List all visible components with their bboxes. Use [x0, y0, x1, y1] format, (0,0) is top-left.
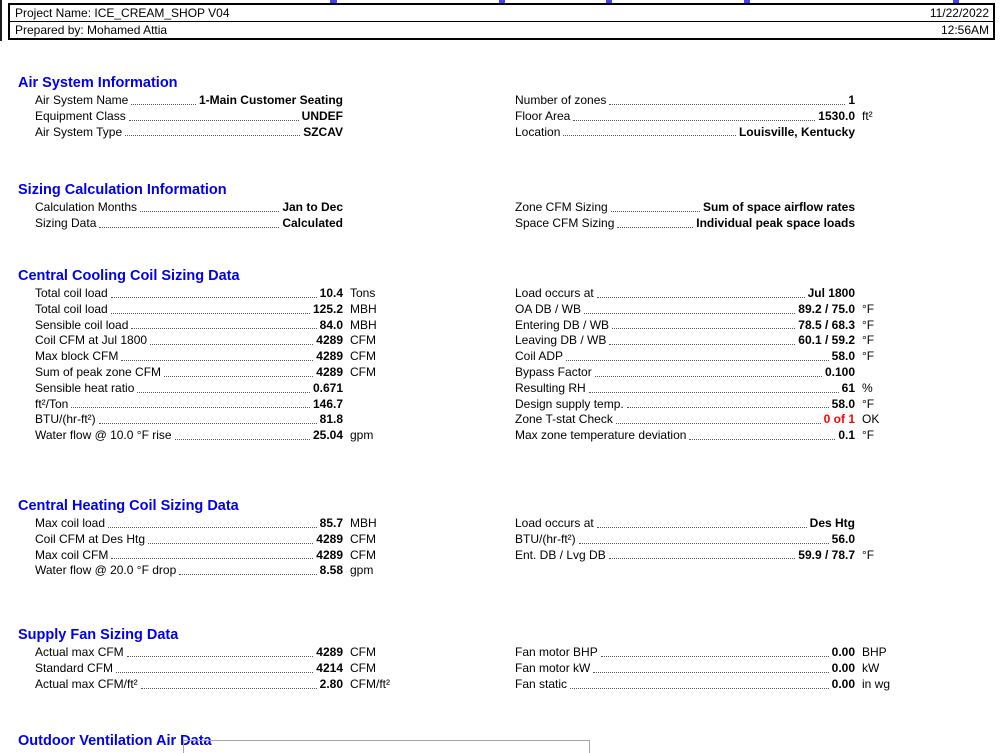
dotted-leader — [609, 104, 845, 105]
row-label: Equipment Class — [35, 108, 126, 123]
row-unit — [855, 200, 900, 216]
outdoor-ventilation-table-outline — [183, 740, 590, 753]
row-value: 0.00 — [831, 676, 855, 691]
section-column-left — [35, 645, 395, 692]
row-value: 8.58 — [319, 563, 343, 578]
dotted-leader — [627, 407, 829, 408]
row-unit: CFM — [350, 349, 376, 364]
row-value: 4214 — [316, 660, 343, 675]
dotted-leader — [71, 407, 310, 408]
row-label: Floor Area — [515, 108, 571, 123]
data-row — [35, 645, 395, 661]
row-value: 61 — [841, 380, 855, 395]
row-value: 0 of 1 — [823, 412, 855, 427]
prepared-by-value: Mohamed Attia — [87, 23, 168, 37]
row-unit: gpm — [350, 428, 374, 443]
dotted-leader — [579, 543, 829, 544]
project-name-label: Project Name: — [15, 6, 95, 20]
data-row — [515, 333, 900, 349]
row-label: Zone CFM Sizing — [515, 200, 608, 215]
row-label: Total coil load — [35, 285, 108, 300]
dotted-leader — [179, 574, 316, 575]
row-label: Standard CFM — [35, 660, 114, 675]
row-value: 56.0 — [831, 531, 855, 546]
dotted-leader — [127, 656, 314, 657]
row-unit — [855, 93, 900, 109]
row-value: 0.00 — [831, 645, 855, 660]
data-row — [35, 200, 395, 216]
data-row — [35, 93, 395, 109]
section-column-left — [35, 516, 395, 579]
dotted-leader — [611, 211, 700, 212]
data-row — [515, 516, 900, 532]
data-row — [35, 532, 395, 548]
dotted-leader — [131, 328, 316, 329]
data-row — [35, 365, 395, 381]
row-value: 1 — [848, 93, 855, 107]
row-unit: CFM — [350, 333, 376, 348]
row-unit: OK — [862, 412, 880, 427]
dotted-leader — [131, 104, 196, 105]
data-row — [515, 286, 900, 302]
row-value: 125.2 — [312, 301, 343, 316]
row-unit: in wg — [862, 676, 891, 691]
row-value: SZCAV — [303, 124, 343, 139]
row-label: Max coil CFM — [35, 547, 109, 562]
section-title-central-cooling-coil-sizing-data: Central Cooling Coil Sizing Data — [18, 267, 240, 284]
row-unit — [343, 109, 395, 125]
row-value: 2.80 — [319, 676, 343, 691]
dotted-leader — [99, 423, 317, 424]
row-label: Sum of peak zone CFM — [35, 364, 162, 379]
section-column-right — [515, 645, 900, 692]
row-value: 146.7 — [312, 396, 343, 411]
row-unit: °F — [862, 349, 875, 364]
row-label: Fan static — [515, 676, 568, 691]
row-label: Actual max CFM — [35, 645, 124, 660]
dotted-leader — [164, 376, 313, 377]
prepared-by-label: Prepared by: — [15, 23, 88, 37]
row-value: 81.8 — [319, 412, 343, 427]
data-row — [35, 302, 395, 318]
data-row — [35, 318, 395, 334]
row-value: 85.7 — [319, 515, 343, 530]
row-unit — [343, 216, 395, 232]
row-label: Total coil load — [35, 301, 108, 316]
row-label: Fan motor kW — [515, 660, 591, 675]
dotted-leader — [129, 120, 299, 121]
row-value: 4289 — [316, 531, 343, 546]
row-value: 58.0 — [831, 349, 855, 364]
row-value: Louisville, Kentucky — [738, 124, 855, 139]
row-label: Calculation Months — [35, 200, 138, 215]
row-unit — [855, 532, 900, 548]
section-supply-fan-sizing-data — [18, 627, 982, 692]
row-value: Jul 1800 — [807, 285, 855, 300]
data-row — [515, 216, 900, 232]
row-unit: °F — [862, 333, 875, 348]
row-unit: CFM/ft² — [350, 676, 390, 691]
section-sizing-calculation-information — [18, 182, 982, 232]
dotted-leader — [589, 392, 839, 393]
row-label: Water flow @ 20.0 °F drop — [35, 563, 177, 578]
row-label: Space CFM Sizing — [515, 216, 615, 231]
dotted-leader — [111, 558, 313, 559]
data-row — [515, 645, 900, 661]
row-unit: CFM — [350, 531, 376, 546]
row-unit: gpm — [350, 563, 374, 578]
row-label: Bypass Factor — [515, 364, 592, 379]
dotted-leader — [612, 328, 795, 329]
data-row — [515, 677, 900, 693]
dotted-leader — [601, 656, 829, 657]
row-unit — [343, 397, 395, 413]
section-column-left — [35, 93, 395, 140]
row-label: Coil CFM at Des Htg — [35, 531, 146, 546]
section-column-right — [515, 286, 900, 444]
data-row — [515, 548, 900, 564]
dotted-leader — [137, 392, 310, 393]
section-central-heating-coil-sizing-data — [18, 498, 982, 579]
row-value: 89.2 / 75.0 — [798, 301, 855, 316]
row-value: 0.1 — [838, 428, 855, 443]
row-label: Entering DB / WB — [515, 317, 610, 332]
row-unit — [855, 216, 900, 232]
row-unit: CFM — [350, 364, 376, 379]
section-title-central-heating-coil-sizing-data: Central Heating Coil Sizing Data — [18, 497, 239, 514]
data-row — [515, 428, 900, 444]
data-row — [35, 563, 395, 579]
data-row — [35, 428, 395, 444]
section-column-right — [515, 516, 900, 563]
row-value: 58.0 — [831, 396, 855, 411]
row-label: OA DB / WB — [515, 301, 582, 316]
row-value: 0.671 — [312, 380, 343, 395]
row-unit — [855, 365, 900, 381]
section-title-supply-fan-sizing-data: Supply Fan Sizing Data — [18, 627, 179, 644]
data-row — [515, 109, 900, 125]
row-unit: Tons — [350, 285, 376, 300]
row-unit — [343, 412, 395, 428]
row-label: Zone T-stat Check — [515, 412, 613, 427]
dotted-leader — [609, 558, 796, 559]
row-value: Sum of space airflow rates — [702, 200, 855, 215]
row-label: Air System Name — [35, 93, 129, 107]
row-unit — [855, 125, 900, 141]
dotted-leader — [597, 297, 805, 298]
data-row — [35, 216, 395, 232]
page-edge-line — [0, 0, 2, 41]
section-title-sizing-calculation-information: Sizing Calculation Information — [18, 182, 227, 199]
row-label: Max zone temperature deviation — [515, 428, 687, 443]
data-row — [515, 412, 900, 428]
row-unit: CFM — [350, 645, 376, 660]
data-row — [35, 677, 395, 693]
row-label: Sizing Data — [35, 216, 97, 231]
row-label: Load occurs at — [515, 285, 594, 300]
dotted-leader — [584, 313, 795, 314]
section-column-left — [35, 200, 395, 232]
data-row — [515, 532, 900, 548]
section-title-air-system-information: Air System Information — [18, 75, 178, 91]
dotted-leader — [595, 376, 822, 377]
row-label: Sensible heat ratio — [35, 380, 135, 395]
dotted-leader — [141, 688, 317, 689]
project-name-value: ICE_CREAM_SHOP V04 — [94, 6, 230, 20]
row-unit: CFM — [350, 660, 376, 675]
report-time: 12:56AM — [940, 23, 989, 37]
dotted-leader — [573, 120, 815, 121]
section-column-right — [515, 200, 900, 232]
row-unit: % — [862, 380, 873, 395]
row-value: 4289 — [316, 349, 343, 364]
dotted-leader — [570, 688, 829, 689]
dotted-leader — [111, 313, 310, 314]
data-row — [35, 286, 395, 302]
dotted-leader — [125, 135, 300, 136]
row-unit — [855, 516, 900, 532]
data-row — [515, 125, 900, 141]
row-unit: ft² — [862, 108, 873, 123]
section-title-outdoor-ventilation-air-data: Outdoor Ventilation Air Data — [18, 733, 212, 749]
row-unit — [855, 286, 900, 302]
row-unit — [343, 200, 395, 216]
data-row — [515, 381, 900, 397]
data-row — [515, 318, 900, 334]
row-value: UNDEF — [301, 108, 343, 123]
data-row — [35, 381, 395, 397]
data-row — [35, 333, 395, 349]
dotted-leader — [121, 360, 313, 361]
row-unit: MBH — [350, 301, 377, 316]
row-value: 1-Main Customer Seating — [198, 93, 343, 107]
section-column-left — [35, 286, 395, 444]
row-unit: CFM — [350, 547, 376, 562]
row-label: Actual max CFM/ft² — [35, 676, 138, 691]
dotted-leader — [609, 344, 795, 345]
data-row — [35, 349, 395, 365]
row-value: 4289 — [316, 364, 343, 379]
row-value: 59.9 / 78.7 — [798, 547, 855, 562]
dotted-leader — [593, 672, 828, 673]
data-row — [35, 109, 395, 125]
row-label: Location — [515, 124, 561, 139]
dotted-leader — [566, 360, 829, 361]
row-unit: MBH — [350, 317, 377, 332]
data-row — [515, 661, 900, 677]
row-value: 0.100 — [824, 364, 855, 379]
section-air-system-information — [18, 75, 982, 140]
data-row — [515, 200, 900, 216]
row-unit: °F — [862, 428, 875, 443]
section-column-right — [515, 93, 900, 140]
row-value: Calculated — [282, 216, 343, 231]
row-unit: kW — [862, 660, 880, 675]
row-label: Design supply temp. — [515, 396, 624, 411]
data-row — [35, 661, 395, 677]
dotted-leader — [689, 439, 835, 440]
dotted-leader — [597, 527, 807, 528]
row-unit: °F — [862, 301, 875, 316]
row-label: Fan motor BHP — [515, 645, 598, 660]
row-unit: °F — [862, 396, 875, 411]
data-row — [515, 365, 900, 381]
row-label: BTU/(hr-ft²) — [515, 531, 576, 546]
dotted-leader — [111, 297, 317, 298]
row-value: 10.4 — [319, 285, 343, 300]
row-value: 25.04 — [312, 428, 343, 443]
report-date: 11/22/2022 — [929, 6, 989, 20]
data-row — [515, 93, 900, 109]
row-value: 0.00 — [831, 660, 855, 675]
data-row — [515, 397, 900, 413]
row-label: Resulting RH — [515, 380, 586, 395]
row-label: Max block CFM — [35, 349, 119, 364]
dotted-leader — [116, 672, 313, 673]
dotted-leader — [150, 344, 313, 345]
dotted-leader — [108, 527, 317, 528]
dotted-leader — [99, 227, 279, 228]
dotted-leader — [616, 423, 821, 424]
dotted-leader — [563, 135, 736, 136]
row-unit: °F — [862, 547, 875, 562]
row-label: Leaving DB / WB — [515, 333, 607, 348]
section-central-cooling-coil-sizing-data — [18, 268, 982, 444]
row-value: 78.5 / 68.3 — [798, 317, 855, 332]
row-value: 4289 — [316, 547, 343, 562]
dotted-leader — [140, 211, 279, 212]
row-unit — [343, 93, 395, 109]
row-label: Coil CFM at Jul 1800 — [35, 333, 148, 348]
data-row — [35, 516, 395, 532]
row-label: ft²/Ton — [35, 396, 69, 411]
dotted-leader — [175, 439, 310, 440]
row-value: Des Htg — [809, 515, 855, 530]
row-label: Water flow @ 10.0 °F rise — [35, 428, 172, 443]
row-label: Max coil load — [35, 515, 106, 530]
row-value: Jan to Dec — [282, 200, 343, 215]
row-label: Sensible coil load — [35, 317, 129, 332]
row-value: 4289 — [316, 645, 343, 660]
data-row — [515, 349, 900, 365]
row-label: Air System Type — [35, 124, 123, 139]
row-label: Ent. DB / Lvg DB — [515, 547, 606, 562]
data-row — [35, 397, 395, 413]
data-row — [35, 412, 395, 428]
row-label: BTU/(hr-ft²) — [35, 412, 96, 427]
row-label: Coil ADP — [515, 349, 564, 364]
data-row — [515, 302, 900, 318]
report-sections — [18, 0, 982, 693]
row-unit: MBH — [350, 515, 377, 530]
row-unit: BHP — [862, 645, 887, 660]
data-row — [35, 548, 395, 564]
dotted-leader — [148, 543, 313, 544]
row-unit — [343, 381, 395, 397]
dotted-leader — [617, 227, 693, 228]
data-row — [35, 125, 395, 141]
row-value: 60.1 / 59.2 — [798, 333, 855, 348]
row-unit — [343, 125, 395, 141]
row-value: 1530.0 — [818, 108, 855, 123]
row-value: 4289 — [316, 333, 343, 348]
row-label: Number of zones — [515, 93, 607, 107]
row-value: Individual peak space loads — [696, 216, 855, 231]
row-unit: °F — [862, 317, 875, 332]
row-value: 84.0 — [319, 317, 343, 332]
row-label: Load occurs at — [515, 515, 594, 530]
